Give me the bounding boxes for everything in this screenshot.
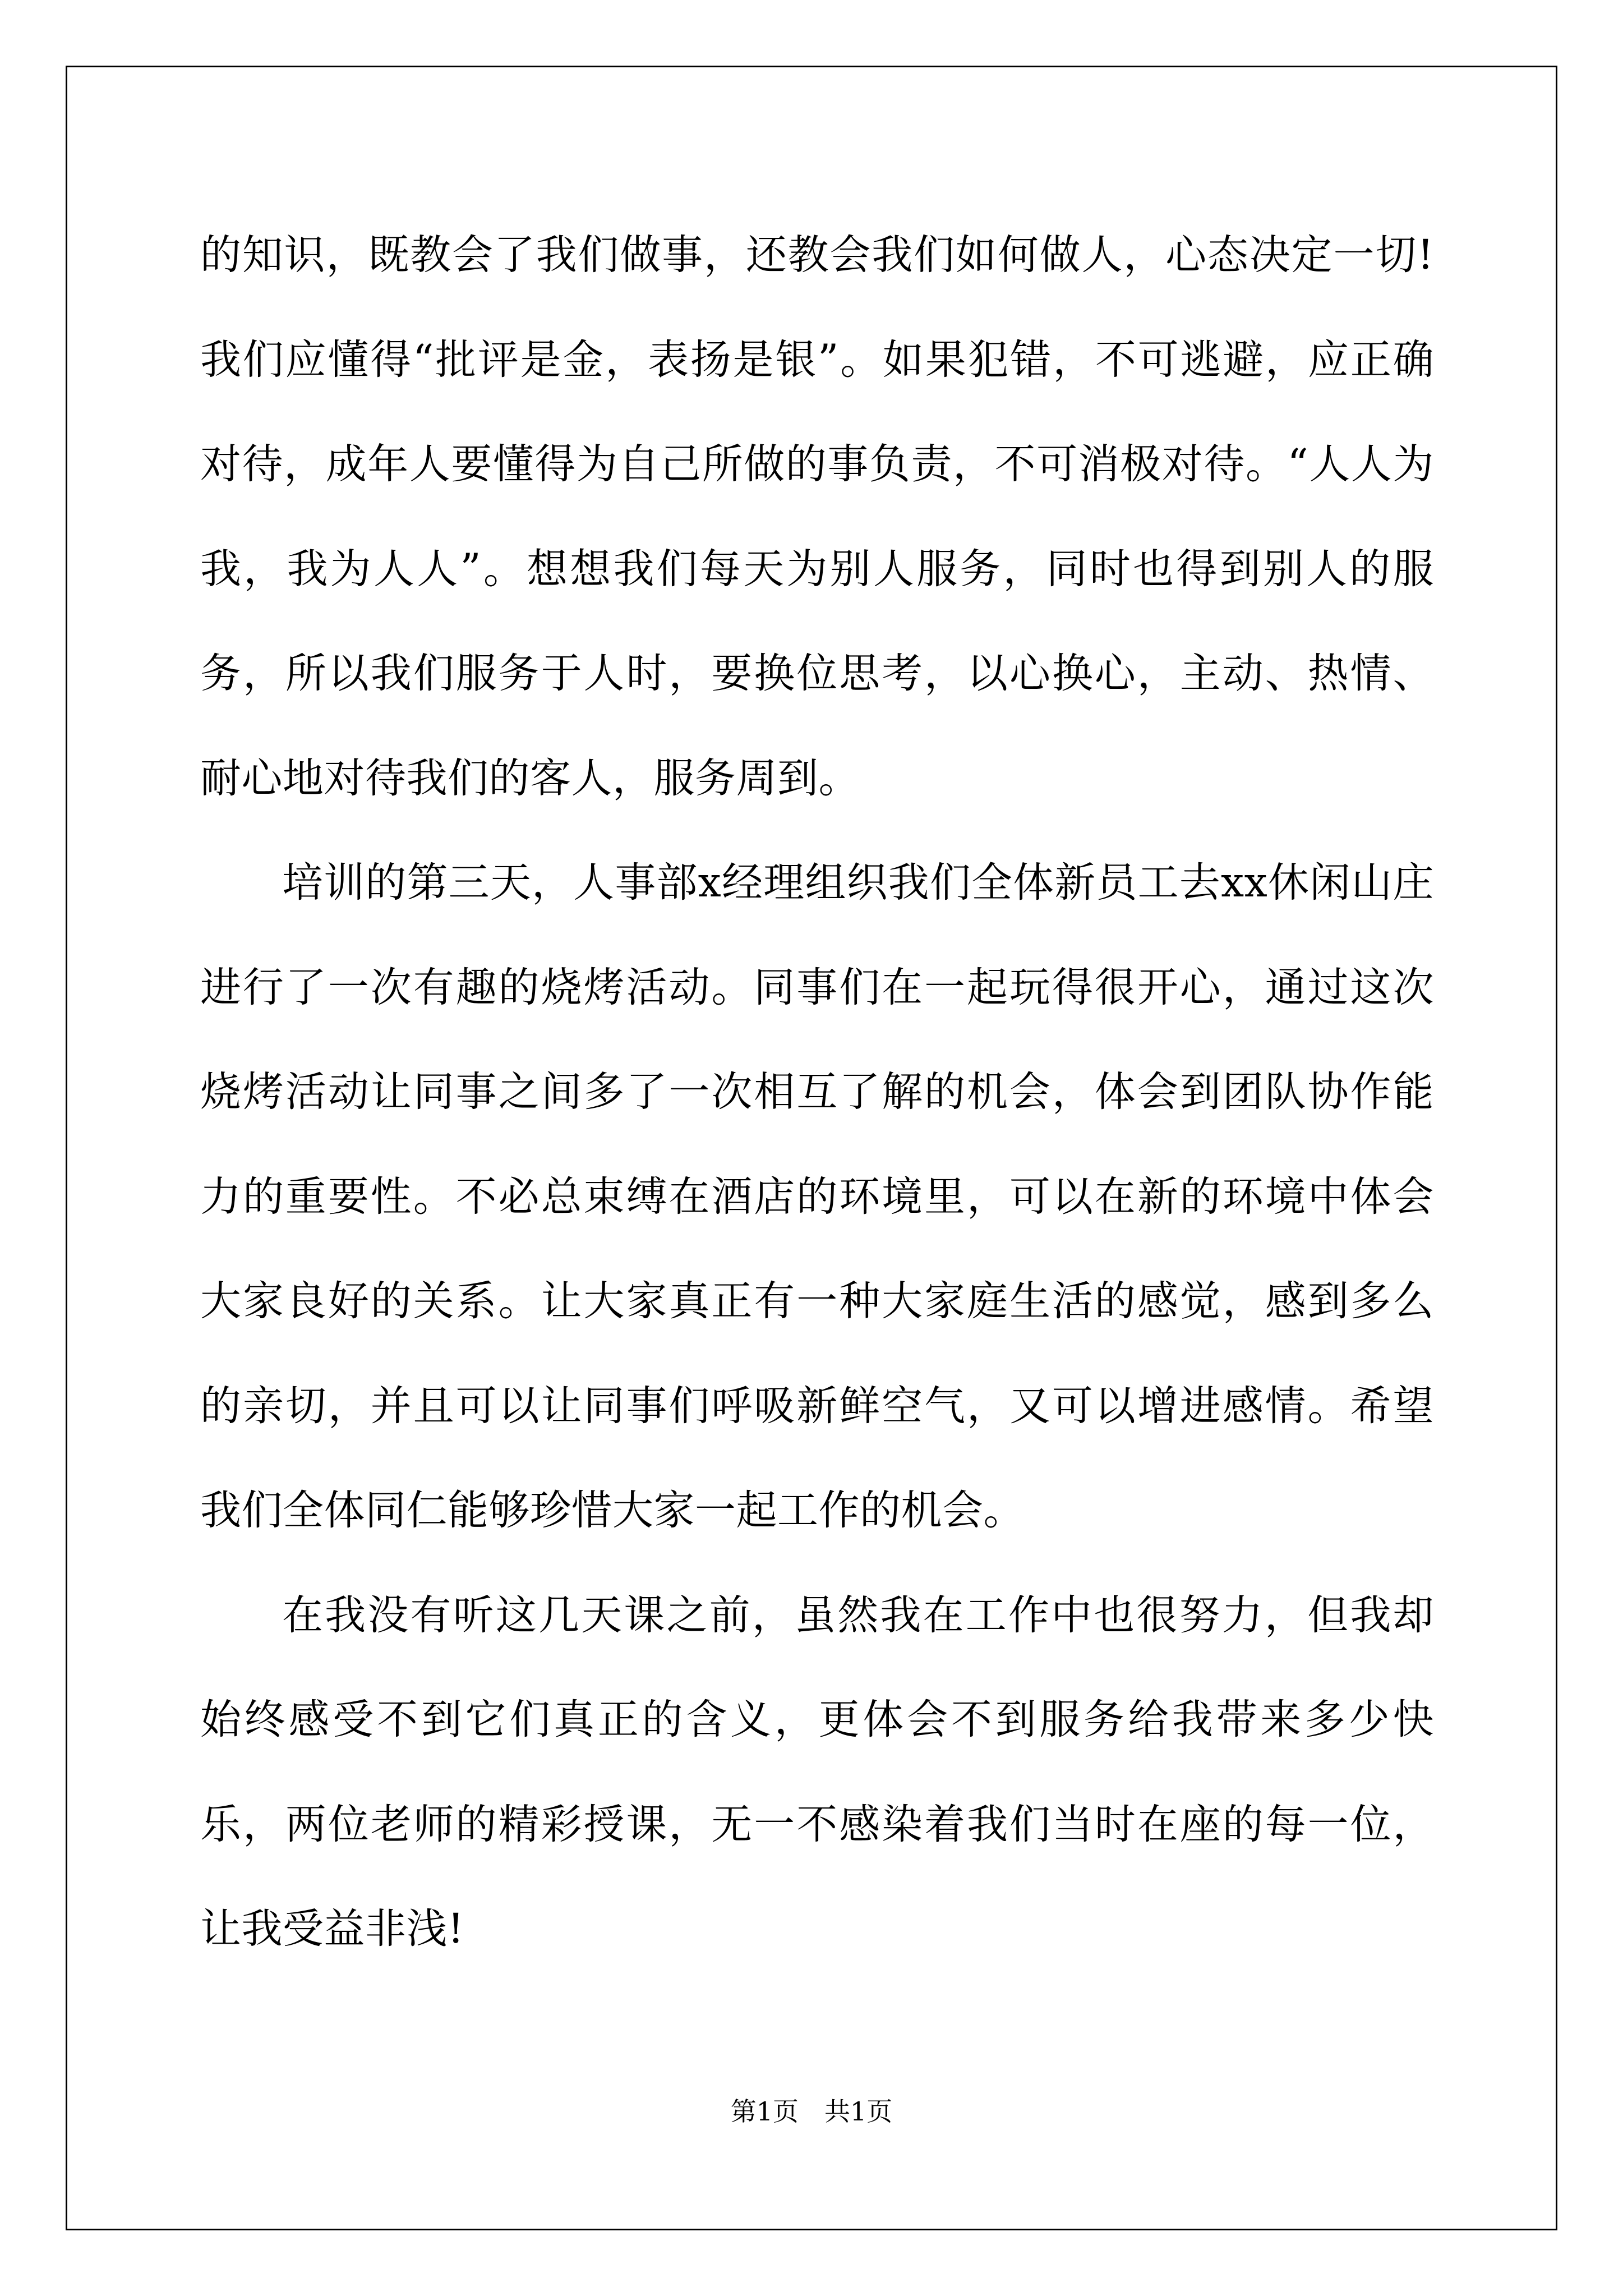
page-number: 第1页 (730, 2096, 799, 2127)
paragraph-bbq-activity: 培训的第三天，人事部x经理组织我们全体新员工去xx休闲山庄进行了一次有趣的烧烤活动。同事们在一起玩得很开心，通过这次烧烤活动让同事之间多了一次相互了解的机会，体会到团队协作能力的重要性。不必总束缚在酒店的环境里，可以在新的环境中体会大家良好的关系。让大家真正有一种大家庭生活的感觉，感到多么的亲切，并且可以让同事们呼吸新鲜空气，又可以增进感情。希望我们全体同仁能够珍惜大家一起工作的机会。 (200, 859, 1434, 1534)
page-footer (0, 2095, 1623, 2128)
document-body (200, 203, 1434, 1982)
page-total: 共1页 (824, 2096, 893, 2127)
paragraph-reflection: 在我没有听这几天课之前，虽然我在工作中也很努力，但我却始终感受不到它们真正的含义，更体会不到服务给我带来多少快乐，两位老师的精彩授课，无一不感染着我们当时在座的每一位，让我受益非浅! (200, 1591, 1434, 1953)
paragraph-continuation: 的知识，既教会了我们做事，还教会我们如何做人，心态决定一切!我们应懂得“批评是金，表扬是银”。如果犯错，不可逃避，应正确对待，成年人要懂得为自己所做的事负责，不可消极对待。“人人为我，我为人人”。想想我们每天为别人服务，同时也得到别人的服务，所以我们服务于人时，要换位思考，以心换心，主动、热情、耐心地对待我们的客人，服务周到。 (200, 231, 1434, 802)
